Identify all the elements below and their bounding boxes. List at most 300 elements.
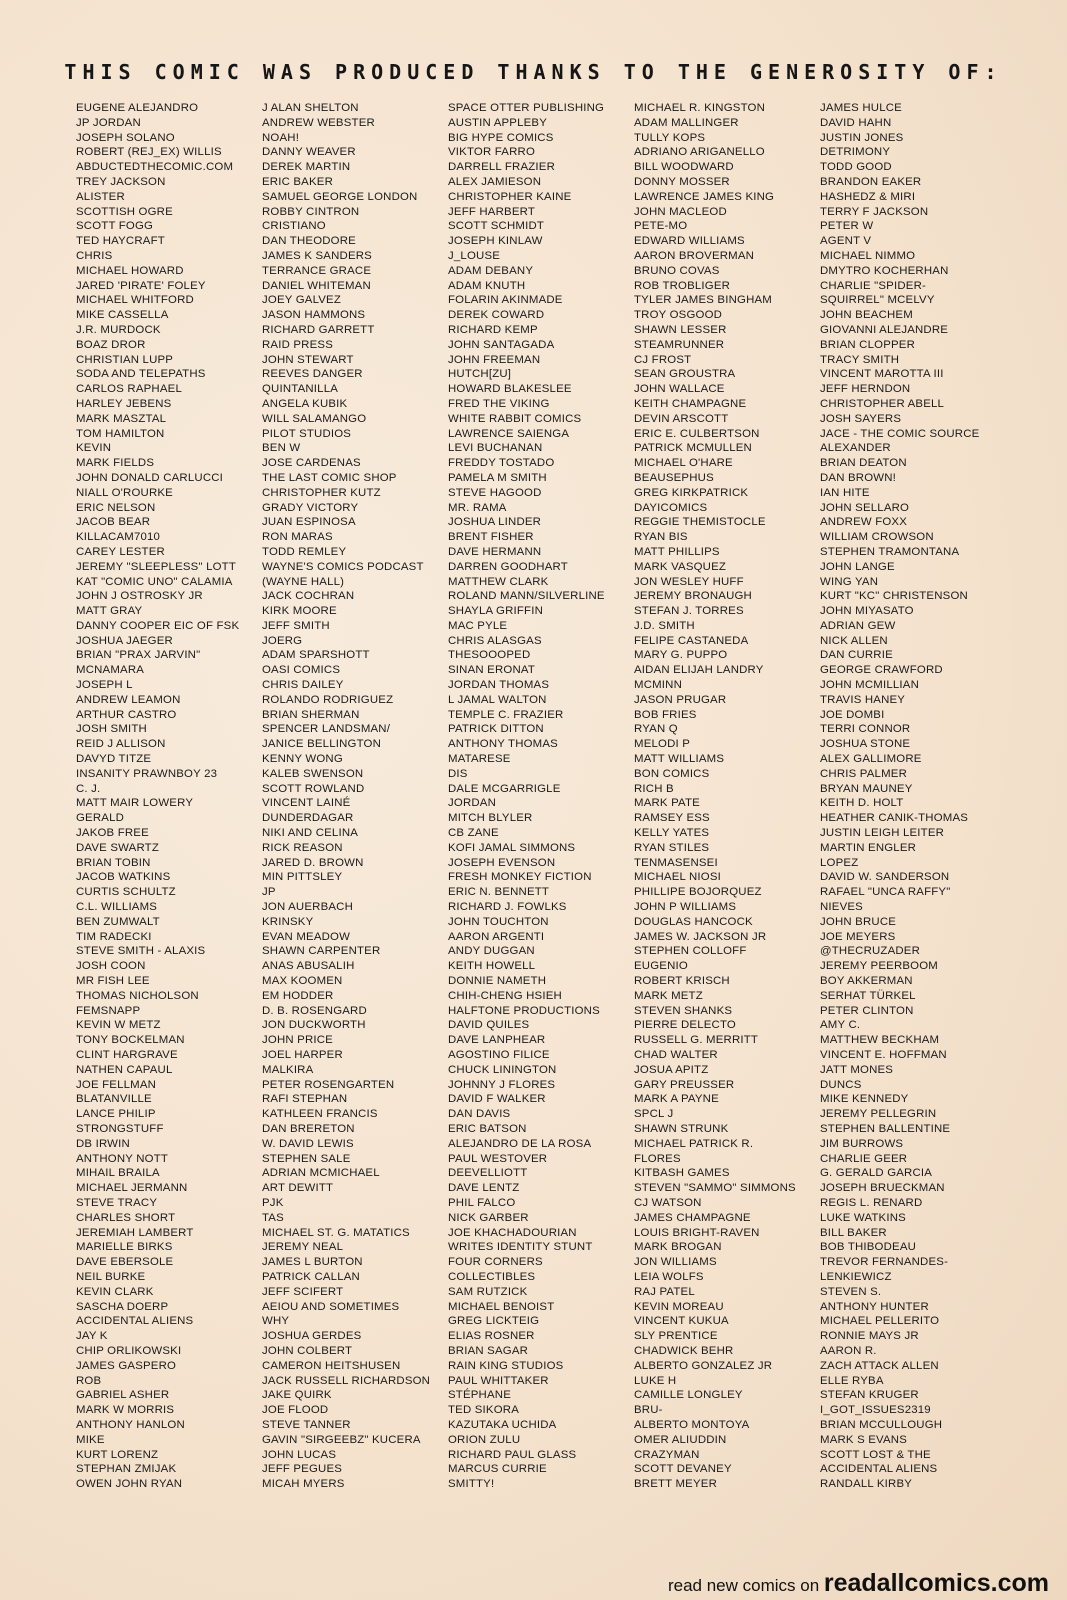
backer-name: FRESH MONKEY FICTION	[448, 871, 592, 884]
backer-name: STEVE HAGOOD	[448, 486, 542, 499]
backer-name: VIKTOR FARRO	[448, 146, 536, 159]
backer-name: EUGENE ALEJANDRO	[76, 102, 199, 114]
backer-name: JOSH COON	[76, 960, 146, 973]
backer-name: WHITE RABBIT COMICS	[448, 412, 582, 425]
backer-name: TONY BOCKELMAN	[76, 1034, 185, 1047]
backer-name: GEORGE CRAWFORD	[820, 664, 943, 677]
backer-name: SCOTT SCHMIDT	[448, 220, 545, 233]
backer-name: ALBERTO GONZALEZ JR	[634, 1359, 773, 1372]
backer-name: BRETT MEYER	[634, 1478, 718, 1491]
backer-name: DAVID HAHN	[820, 116, 892, 129]
backer-name: DONNIE NAMETH	[448, 975, 547, 988]
backer-name: RONNIE MAYS JR	[820, 1330, 919, 1343]
backer-name: HUTCH[ZU]	[448, 368, 512, 381]
backer-name: SCOTT FOGG	[76, 220, 154, 233]
backer-name: TERRANCE GRACE	[262, 264, 372, 277]
backer-name: MARK VASQUEZ	[634, 560, 727, 573]
backer-name: CHRIS	[76, 249, 113, 262]
backer-name: GIOVANNI ALEJANDRE	[820, 323, 949, 336]
backer-name: MICHAEL JERMANN	[76, 1182, 188, 1195]
backer-name: ADRIAN MCMICHAEL	[262, 1167, 380, 1180]
backer-name: KAZUTAKA UCHIDA	[448, 1418, 557, 1431]
backer-name: JOSHUA GERDES	[262, 1330, 362, 1343]
backer-name: SODA AND TELEPATHS	[76, 368, 206, 381]
backer-name: JASON PRUGAR	[634, 693, 727, 706]
backer-name: MATT PHILLIPS	[634, 545, 720, 558]
backer-name: JACK RUSSELL RICHARDSON	[262, 1374, 431, 1387]
backer-name: JOSEPH KINLAW	[448, 235, 543, 248]
backer-name: WRITES IDENTITY STUNT	[448, 1241, 593, 1254]
backer-name: STEVE TRACY	[76, 1196, 158, 1209]
backer-name: ELLE RYBA	[820, 1374, 884, 1387]
backer-name: ZACH ATTACK ALLEN	[820, 1359, 939, 1372]
backer-name: ANDY DUGGAN	[448, 945, 535, 958]
backer-name: JOE MEYERS	[820, 930, 896, 943]
backer-name: DOUGLAS HANCOCK	[634, 915, 753, 928]
backer-name: I_GOT_ISSUES2319	[820, 1404, 931, 1417]
backer-name: CAMERON HEITSHUSEN	[262, 1359, 401, 1372]
backer-name: AGENT V	[820, 235, 872, 248]
backer-name: JOSHUA LINDER	[448, 516, 542, 529]
backer-name: TEMPLE C. FRAZIER	[448, 708, 564, 721]
backer-name: SQUIRREL" MCELVY	[820, 294, 935, 307]
backer-name: ALEXANDER	[820, 442, 891, 455]
backer-name: JOSEPH BRUECKMAN	[820, 1182, 945, 1195]
backer-name: JAY K	[76, 1330, 108, 1343]
backer-name: AARON R.	[820, 1344, 877, 1357]
backer-name: KURT LORENZ	[76, 1448, 159, 1461]
backer-name: NIALL O'ROURKE	[76, 486, 173, 499]
backer-name: KATHLEEN FRANCIS	[262, 1108, 378, 1121]
backer-name: ORION ZULU	[448, 1433, 521, 1446]
backer-name: JOHN P WILLIAMS	[634, 901, 737, 914]
backer-name: FLORES	[634, 1152, 681, 1165]
backer-name: SAMUEL GEORGE LONDON	[262, 190, 418, 203]
backer-name: KRINSKY	[262, 915, 314, 928]
backer-name: KIRK MOORE	[262, 605, 337, 618]
backer-name: GRADY VICTORY	[262, 501, 359, 514]
backer-name: NEIL BURKE	[76, 1270, 146, 1283]
backer-name: MARK METZ	[634, 989, 703, 1002]
backer-name: MICHAEL PATRICK R.	[634, 1137, 754, 1150]
backer-name: BIG HYPE COMICS	[448, 131, 554, 144]
backer-name: WAYNE'S COMICS PODCAST	[262, 560, 424, 573]
backer-name: JEREMY BRONAUGH	[634, 590, 752, 603]
backer-name: ROB	[76, 1374, 102, 1387]
backer-name: DAVE HERMANN	[448, 545, 542, 558]
backer-name: JOSEPH EVENSON	[448, 856, 556, 869]
backer-name: JOHN PRICE	[262, 1034, 333, 1047]
backer-name: AUSTIN APPLEBY	[448, 116, 548, 129]
backer-name: MELODI P	[634, 738, 691, 751]
backer-name: DARREN GOODHART	[448, 560, 568, 573]
backer-name: DMYTRO KOCHERHAN	[820, 264, 949, 277]
backer-name: MARK S EVANS	[820, 1433, 908, 1446]
backer-name: MIN PITTSLEY	[262, 871, 343, 884]
backer-name: JAMES K SANDERS	[262, 249, 372, 262]
backer-name: BRU-	[634, 1404, 663, 1417]
backer-name: ACCIDENTAL ALIENS	[76, 1315, 194, 1328]
backer-name: G. GERALD GARCIA	[820, 1167, 933, 1180]
backer-name: RANDALL KIRBY	[820, 1478, 913, 1491]
backer-name: CJ WATSON	[634, 1196, 702, 1209]
backer-name: GREG LICKTEIG	[448, 1315, 540, 1328]
backer-name: MIKE KENNEDY	[820, 1093, 909, 1106]
backer-name: PATRICK MCMULLEN	[634, 442, 752, 455]
backer-name: JON WESLEY HUFF	[634, 575, 744, 588]
backer-name: MICHAEL O'HARE	[634, 457, 733, 470]
backer-name: TERRY F JACKSON	[820, 205, 929, 218]
backer-name: CHIH-CHENG HSIEH	[448, 989, 562, 1002]
backer-name: MARK PATE	[634, 797, 700, 810]
backer-name: ABDUCTEDTHECOMIC.COM	[76, 161, 234, 174]
backer-name: KITBASH GAMES	[634, 1167, 730, 1180]
backers-columns	[76, 101, 1056, 1501]
backer-name: JAMES CHAMPAGNE	[634, 1211, 751, 1224]
backer-name: AARON ARGENTI	[448, 930, 545, 943]
backer-name: JOSH SAYERS	[820, 412, 902, 425]
backer-name: ALBERTO MONTOYA	[634, 1418, 750, 1431]
backer-name: ANGELA KUBIK	[262, 397, 348, 410]
backer-name: INSANITY PRAWNBOY 23	[76, 767, 218, 780]
backer-name: JEREMY PELLEGRIN	[820, 1108, 937, 1121]
backer-name: TAS	[262, 1211, 284, 1224]
backer-name: DALE MCGARRIGLE	[448, 782, 561, 795]
backer-name: STEPHEN TRAMONTANA	[820, 545, 960, 558]
backer-name: JOERG	[262, 634, 303, 647]
backer-name: STEPHEN BALLENTINE	[820, 1122, 951, 1135]
backer-name: AEIOU AND SOMETIMES	[262, 1300, 400, 1313]
backer-name: TIM RADECKI	[76, 930, 152, 943]
backer-name: DAVE LANPHEAR	[448, 1034, 546, 1047]
footer-prefix: read new comics on	[667, 1576, 824, 1595]
backer-name: KEITH CHAMPAGNE	[634, 397, 747, 410]
backer-name: MARIELLE BIRKS	[76, 1241, 173, 1254]
backer-name: MARK A PAYNE	[634, 1093, 719, 1106]
backer-name: JOHNNY J FLORES	[448, 1078, 556, 1091]
backer-name: LANCE PHILIP	[76, 1108, 156, 1121]
backer-name: STEVE TANNER	[262, 1418, 351, 1431]
backer-name: MICHAEL R. KINGSTON	[634, 102, 766, 114]
backer-name: CHRISTOPHER KUTZ	[262, 486, 381, 499]
backer-name: ALISTER	[76, 190, 125, 203]
backer-name: DB IRWIN	[76, 1137, 130, 1150]
backer-name: THE LAST COMIC SHOP	[262, 471, 397, 484]
backer-name: JON DUCKWORTH	[262, 1019, 366, 1032]
backer-name: JOSEPH L	[76, 679, 133, 692]
backer-name: KEITH D. HOLT	[820, 797, 904, 810]
backers-column-4	[634, 101, 820, 1492]
backer-name: ANDREW FOXX	[820, 516, 908, 529]
backer-name: KILLACAM7010	[76, 531, 161, 544]
backer-name: C.L. WILLIAMS	[76, 901, 158, 914]
backer-name: JEFF HARBERT	[448, 205, 535, 218]
backer-name: DONNY MOSSER	[634, 175, 730, 188]
backer-name: PAUL WHITTAKER	[448, 1374, 549, 1387]
backer-name: NICK ALLEN	[820, 634, 888, 647]
backer-name: CHRIS PALMER	[820, 767, 908, 780]
backer-name: STEVEN "SAMMO" SIMMONS	[634, 1182, 796, 1195]
backer-name: TENMASENSEI	[634, 856, 718, 869]
backer-name: ANTHONY HANLON	[76, 1418, 185, 1431]
backer-name: DAVID W. SANDERSON	[820, 871, 950, 884]
backer-name: JUAN ESPINOSA	[262, 516, 356, 529]
backer-name: GABRIEL ASHER	[76, 1389, 170, 1402]
backer-name: JAKOB FREE	[76, 827, 149, 840]
backer-name: ROBBY CINTRON	[262, 205, 360, 218]
backer-name: OASI COMICS	[262, 664, 341, 677]
backer-name: HALFTONE PRODUCTIONS	[448, 1004, 600, 1017]
backer-name: RICK REASON	[262, 841, 343, 854]
backer-name: DETRIMONY	[820, 146, 891, 159]
backer-name: D. B. ROSENGARD	[262, 1004, 367, 1017]
backer-name: ROBERT KRISCH	[634, 975, 730, 988]
backers-column-2	[262, 101, 448, 1492]
backer-name: PAMELA M SMITH	[448, 471, 547, 484]
backer-name: JOE DOMBI	[820, 708, 885, 721]
backer-name: QUINTANILLA	[262, 383, 339, 396]
backer-name: SPACE OTTER PUBLISHING	[448, 102, 605, 114]
backer-name: JP JORDAN	[76, 116, 141, 129]
backer-name: BOB FRIES	[634, 708, 697, 721]
backer-name: ADRIANO ARIGANELLO	[634, 146, 765, 159]
backer-name: SHAYLA GRIFFIN	[448, 605, 543, 618]
backer-name: JARED D. BROWN	[262, 856, 364, 869]
backer-name: AMY C.	[820, 1019, 861, 1032]
backer-name: JAMES W. JACKSON JR	[634, 930, 767, 943]
backer-name: BOAZ DROR	[76, 338, 146, 351]
backer-name: DEREK MARTIN	[262, 161, 351, 174]
backer-name: REGGIE THEMISTOCLE	[634, 516, 766, 529]
backer-name: DAVE SWARTZ	[76, 841, 159, 854]
backer-name: CRAZYMAN	[634, 1448, 700, 1461]
backer-name: JAMES L BURTON	[262, 1256, 363, 1269]
backer-name: RAID PRESS	[262, 338, 333, 351]
backer-name: PAUL WESTOVER	[448, 1152, 548, 1165]
backer-name: MICHAEL PELLERITO	[820, 1315, 940, 1328]
backer-name: PHIL FALCO	[448, 1196, 516, 1209]
backer-name: ADAM KNUTH	[448, 279, 526, 292]
backer-name: EUGENIO	[634, 960, 688, 973]
backer-name: MAC PYLE	[448, 619, 508, 632]
backer-name: C. J.	[76, 782, 101, 795]
backer-name: CHIP ORLIKOWSKI	[76, 1344, 182, 1357]
backer-name: ROBERT (REJ_EX) WILLIS	[76, 146, 222, 159]
backer-name: JAKE QUIRK	[262, 1389, 332, 1402]
backer-name: RICHARD J. FOWLKS	[448, 901, 567, 914]
backer-name: PJK	[262, 1196, 284, 1209]
backers-column-1	[76, 101, 262, 1492]
backer-name: KAT "COMIC UNO" CALAMIA	[76, 575, 233, 588]
backer-name: ERIC E. CULBERTSON	[634, 427, 760, 440]
footer-site-link[interactable]: readallcomics.com	[823, 1569, 1049, 1597]
backer-name: JEREMY NEAL	[262, 1241, 344, 1254]
backer-name: JOSHUA STONE	[820, 738, 911, 751]
backer-name: BRIAN SAGAR	[448, 1344, 529, 1357]
backer-name: BILL WOODWARD	[634, 161, 734, 174]
backer-name: RUSSELL G. MERRITT	[634, 1034, 759, 1047]
backer-name: NIEVES	[820, 901, 863, 914]
backer-name: RAJ PATEL	[634, 1285, 695, 1298]
backer-name: KELLY YATES	[634, 827, 710, 840]
backer-name: CHRISTOPHER KAINE	[448, 190, 572, 203]
backer-name: HARLEY JEBENS	[76, 397, 172, 410]
backer-name: THOMAS NICHOLSON	[76, 989, 199, 1002]
backer-name: JEREMY PEERBOOM	[820, 960, 938, 973]
backer-name: GAVIN "SIRGEEBZ" KUCERA	[262, 1433, 421, 1446]
backer-name: LEVI BUCHANAN	[448, 442, 543, 455]
backer-name: DEEVELLIOTT	[448, 1167, 528, 1180]
backer-name: MITCH BLYLER	[448, 812, 533, 825]
backer-name: CHADWICK BEHR	[634, 1344, 734, 1357]
footer-watermark	[668, 1569, 1049, 1598]
backer-name: KOFI JAMAL SIMMONS	[448, 841, 576, 854]
backer-name: ANAS ABUSALIH	[262, 960, 355, 973]
backer-name: CRISTIANO	[262, 220, 326, 233]
backer-name: PETER CLINTON	[820, 1004, 914, 1017]
backer-name: JOHN LUCAS	[262, 1448, 337, 1461]
backer-name: JEFF SCIFERT	[262, 1285, 344, 1298]
backer-name: JIM BURROWS	[820, 1137, 904, 1150]
backer-name: SPENCER LANDSMAN/	[262, 723, 391, 736]
backer-name: CHARLES SHORT	[76, 1211, 176, 1224]
backer-name: STEVEN SHANKS	[634, 1004, 733, 1017]
backer-name: PATRICK CALLAN	[262, 1270, 360, 1283]
backer-name: BRIAN MCCULLOUGH	[820, 1418, 943, 1431]
backer-name: TREVOR FERNANDES-	[820, 1256, 949, 1269]
backer-name: MIKE CASSELLA	[76, 309, 169, 322]
backer-name: REGIS L. RENARD	[820, 1196, 923, 1209]
backer-name: ROLANDO RODRIGUEZ	[262, 693, 394, 706]
backer-name: TOM HAMILTON	[76, 427, 165, 440]
backer-name: JOHN DONALD CARLUCCI	[76, 471, 224, 484]
backer-name: VINCENT LAINÉ	[262, 797, 351, 810]
backer-name: WHY	[262, 1315, 290, 1328]
backer-name: LUKE WATKINS	[820, 1211, 906, 1224]
backer-name: CB ZANE	[448, 827, 499, 840]
backer-name: MICHAEL NIMMO	[820, 249, 916, 262]
backer-name: DEREK COWARD	[448, 309, 545, 322]
backer-name: ERIC N. BENNETT	[448, 886, 550, 899]
backer-name: MARK FIELDS	[76, 457, 155, 470]
backer-name: EDWARD WILLIAMS	[634, 235, 745, 248]
backer-name: BRIAN "PRAX JARVIN"	[76, 649, 201, 662]
backer-name: JOHN FREEMAN	[448, 353, 541, 366]
backer-name: PETER ROSENGARTEN	[262, 1078, 395, 1091]
backer-name: MCNAMARA	[76, 664, 145, 677]
backer-name: EVAN MEADOW	[262, 930, 351, 943]
backer-name: JOHN BRUCE	[820, 915, 897, 928]
backer-name: RYAN BIS	[634, 531, 688, 544]
backer-name: MIHAIL BRAILA	[76, 1167, 160, 1180]
backer-name: STEFAN KRUGER	[820, 1389, 919, 1402]
backer-name: MATT GRAY	[76, 605, 143, 618]
backer-name: HOWARD BLAKESLEE	[448, 383, 572, 396]
backer-name: KEVIN CLARK	[76, 1285, 154, 1298]
backer-name: BRIAN TOBIN	[76, 856, 151, 869]
backer-name: RAFAEL "UNCA RAFFY"	[820, 886, 951, 899]
backer-name: ARTHUR CASTRO	[76, 708, 177, 721]
backer-name: COLLECTIBLES	[448, 1270, 536, 1283]
backer-name: SCOTT DEVANEY	[634, 1463, 732, 1476]
backer-name: VINCENT MAROTTA III	[820, 368, 944, 381]
backer-name: LOUIS BRIGHT-RAVEN	[634, 1226, 760, 1239]
backer-name: BON COMICS	[634, 767, 710, 780]
backer-name: JUSTIN LEIGH LEITER	[820, 827, 945, 840]
backer-name: BILL BAKER	[820, 1226, 887, 1239]
backer-name: JOHN MCMILLIAN	[820, 679, 919, 692]
backer-name: JAMES HULCE	[820, 102, 902, 114]
backer-name: DAN BROWN!	[820, 471, 897, 484]
backer-name: TRACY SMITH	[820, 353, 900, 366]
backer-name: TED SIKORA	[448, 1404, 519, 1417]
backer-name: PILOT STUDIOS	[262, 427, 352, 440]
backer-name: ERIC BATSON	[448, 1122, 527, 1135]
backer-name: PIERRE DELECTO	[634, 1019, 736, 1032]
backer-name: SCOTT LOST & THE	[820, 1448, 931, 1461]
backer-name: AIDAN ELIJAH LANDRY	[634, 664, 764, 677]
backer-name: SPCL J	[634, 1108, 674, 1121]
backer-name: STEAMRUNNER	[634, 338, 725, 351]
backer-name: VINCENT KUKUA	[634, 1315, 729, 1328]
backer-name: RAFI STEPHAN	[262, 1093, 348, 1106]
backer-name: GARY PREUSSER	[634, 1078, 735, 1091]
backer-name: DAVE EBERSOLE	[76, 1256, 174, 1269]
backer-name: JP	[262, 886, 276, 899]
backer-name: ANTHONY NOTT	[76, 1152, 169, 1165]
backer-name: VINCENT E. HOFFMAN	[820, 1049, 947, 1061]
backer-name: DAN DAVIS	[448, 1108, 511, 1121]
backer-name: JACOB WATKINS	[76, 871, 171, 884]
backer-name: ADAM DEBANY	[448, 264, 534, 277]
backer-name: STEPHEN COLLOFF	[634, 945, 747, 958]
backer-name: LUKE H	[634, 1374, 677, 1387]
backer-name: ANTHONY HUNTER	[820, 1300, 929, 1313]
backer-name: SHAWN STRUNK	[634, 1122, 729, 1135]
backer-name: J_LOUSE	[448, 249, 501, 262]
backer-name: SCOTTISH OGRE	[76, 205, 173, 218]
backer-name: @THECRUZADER	[820, 945, 921, 958]
backer-name: KEVIN	[76, 442, 112, 455]
backer-name: MCMINN	[634, 679, 683, 692]
backer-name: DAVYD TITZE	[76, 753, 152, 766]
backer-name: JEFF SMITH	[262, 619, 330, 632]
backer-name: DAVE LENTZ	[448, 1182, 520, 1195]
backer-name: JUSTIN JONES	[820, 131, 904, 144]
backer-name: RICHARD PAUL GLASS	[448, 1448, 577, 1461]
backer-name: KENNY WONG	[262, 753, 343, 766]
backer-name: NOAH!	[262, 131, 300, 144]
backer-name: PATRICK DITTON	[448, 723, 544, 736]
backer-name: JOHN MACLEOD	[634, 205, 727, 218]
backer-name: MICHAEL ST. G. MATATICS	[262, 1226, 410, 1239]
backer-name: CHARLIE "SPIDER-	[820, 279, 926, 292]
backer-name: SCOTT ROWLAND	[262, 782, 365, 795]
backer-name: TODD REMLEY	[262, 545, 347, 558]
backer-name: NATHEN CAPAUL	[76, 1063, 173, 1076]
backer-name: ELIAS ROSNER	[448, 1330, 535, 1343]
backer-name: KURT "KC" CHRISTENSON	[820, 590, 968, 603]
backer-name: BEN ZUMWALT	[76, 915, 160, 928]
backer-name: RAIN KING STUDIOS	[448, 1359, 564, 1372]
backer-name: BOY AKKERMAN	[820, 975, 913, 988]
backer-name: RYAN STILES	[634, 841, 710, 854]
backer-name: ADAM SPARSHOTT	[262, 649, 370, 662]
backer-name: FELIPE CASTANEDA	[634, 634, 749, 647]
backer-name: MICHAEL WHITFORD	[76, 294, 194, 307]
backer-name: CHARLIE GEER	[820, 1152, 908, 1165]
backer-name: STEVEN S.	[820, 1285, 882, 1298]
